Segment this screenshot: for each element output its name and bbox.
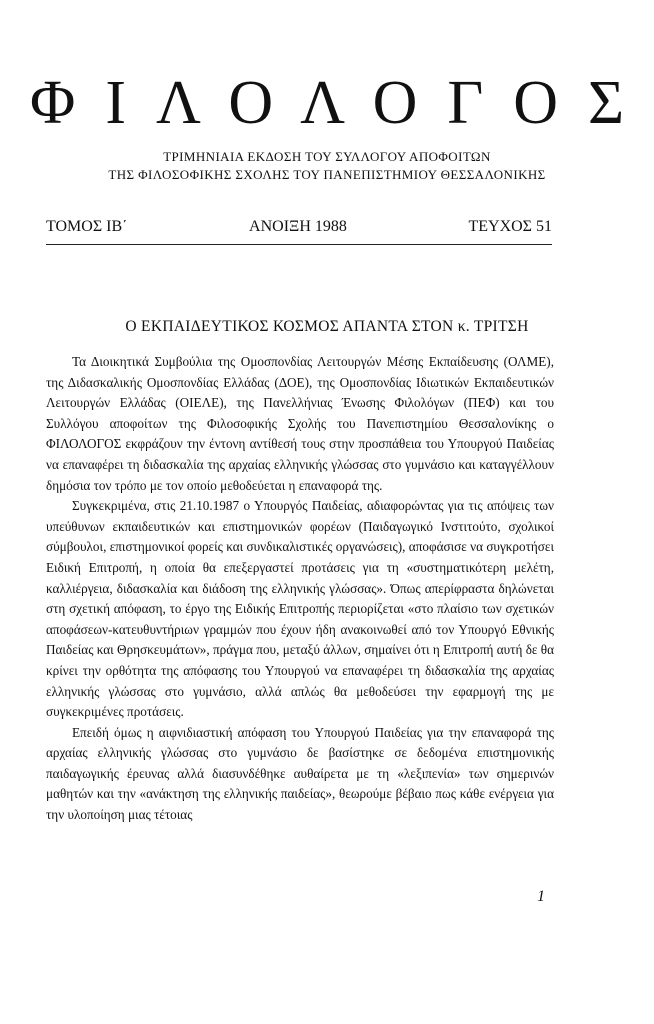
volume-label: ΤΟΜΟΣ ΙΒ΄: [46, 218, 128, 235]
paragraph: Συγκεκριμένα, στις 21.10.1987 ο Υπουργός Παιδείας, αδιαφορώντας για τις απόψεις των υπεύθυνων εκπαιδευτικών και επιστημονικών φορέων (Παιδαγωγικό Ινστιτούτο, σχολικοί σύμβουλοι, επιστημονικοί φορείς και συνδικαλιστικές οργανώσεις), αποφάσισε να συγκροτήσει Ειδική Επιτροπή, η οποία θα επεξεργαστεί προτάσεις για τη «συστηματικότερη μελέτη, καλλιέργεια, διδασκαλία και διάδοση της ελληνικής γλώσσας». Όπως απερίφραστα δηλώνεται στη σχετική απόφαση, το έργο της Ειδικής Επιτροπής περιορίζεται «στο πλαίσιο των σχετικών αποφάσεων-κατευθυντήριων γραμμών που έχουν ήδη ανακοινωθεί από τον Υπουργό Εθνικής Παιδείας και Θρησκευμάτων», πράγμα που, μεταξύ άλλων, σημαίνει ότι η Επιτροπή αυτή δε θα κρίνει την ορθότητα της απόφασης του Υπουργού να επαναφέρει τη διδασκαλία της αρχαίας ελληνικής γλώσσας στο γυμνάσιο, αλλά απλώς θα μεθοδεύσει την εφαρμογή της με συγκεκριμένες προτάσεις.: [46, 498, 554, 720]
journal-subtitle: [0, 148, 654, 184]
paragraph: Επειδή όμως η αιφνιδιαστική απόφαση του Υπουργού Παιδείας για την επαναφορά της αρχαίας ελληνικής γλώσσας στο γυμνάσιο δε βασίστηκε σε δεδομένα επιστημονικής παιδαγωγικής έρευνας αλλά διασυνδέθηκε αυθαίρετα με τη «λεξιπενία» των σημερινών μαθητών και την «ανάκτηση της ελληνικής παιδείας», θεωρούμε βέβαιο πως κάθε ενέργεια για την υλοποίηση μιας τέτοιας: [46, 724, 554, 823]
subtitle-line-1: ΤΡΙΜΗΝΙΑΙΑ ΕΚΔΟΣΗ ΤΟΥ ΣΥΛΛΟΓΟΥ ΑΠΟΦΟΙΤΩΝ: [163, 149, 491, 164]
subtitle-line-2: ΤΗΣ ΦΙΛΟΣΟΦΙΚΗΣ ΣΧΟΛΗΣ ΤΟΥ ΠΑΝΕΠΙΣΤΗΜΙΟΥ ΘΕΣΣΑΛΟΝΙΚΗΣ: [108, 167, 546, 182]
issue-number-label: ΤΕΥΧΟΣ 51: [468, 218, 552, 235]
header-divider: [46, 244, 552, 245]
paragraph: Τα Διοικητικά Συμβούλια της Ομοσπονδίας Λειτουργών Μέσης Εκπαίδευσης (ΟΛΜΕ), της Διδασκαλικής Ομοσπονδίας Ελλάδας (ΔΟΕ), της Ομοσπονδίας Ιδιωτικών Εκπαιδευτικών Λειτουργών Ελλάδας (ΟΙΕΛΕ), της Πανελλήνιας Ένωσης Φιλολόγων (ΠΕΦ) και του Συλλόγου αποφοίτων της Φιλοσοφικής Σχολής του Πανεπιστημίου Θεσσαλονίκης ο ΦΙΛΟΛΟΓΟΣ εκφράζουν την έντονη αντίθεσή τους στην προσπάθεια του Υπουργού Παιδείας να επαναφέρει τη διδασκαλία της αρχαίας ελληνικής γλώσσας στο γυμνάσιο και καταγγέλλουν δημόσια τον τρόπο με τον οποίο μεθοδεύεται η επαναφορά της.: [46, 354, 554, 493]
journal-title: ΦΙΛΟΛΟΓΟΣ: [30, 69, 654, 137]
article-title: Ο ΕΚΠΑΙΔΕΥΤΙΚΟΣ ΚΟΣΜΟΣ ΑΠΑΝΤΑ ΣΤΟΝ κ. ΤΡΙΤΣΗ: [125, 318, 529, 335]
season-label: ΑΝΟΙΞΗ 1988: [249, 218, 347, 235]
article-body: [46, 352, 554, 826]
issue-info: [46, 218, 552, 236]
page-number: 1: [537, 888, 545, 905]
